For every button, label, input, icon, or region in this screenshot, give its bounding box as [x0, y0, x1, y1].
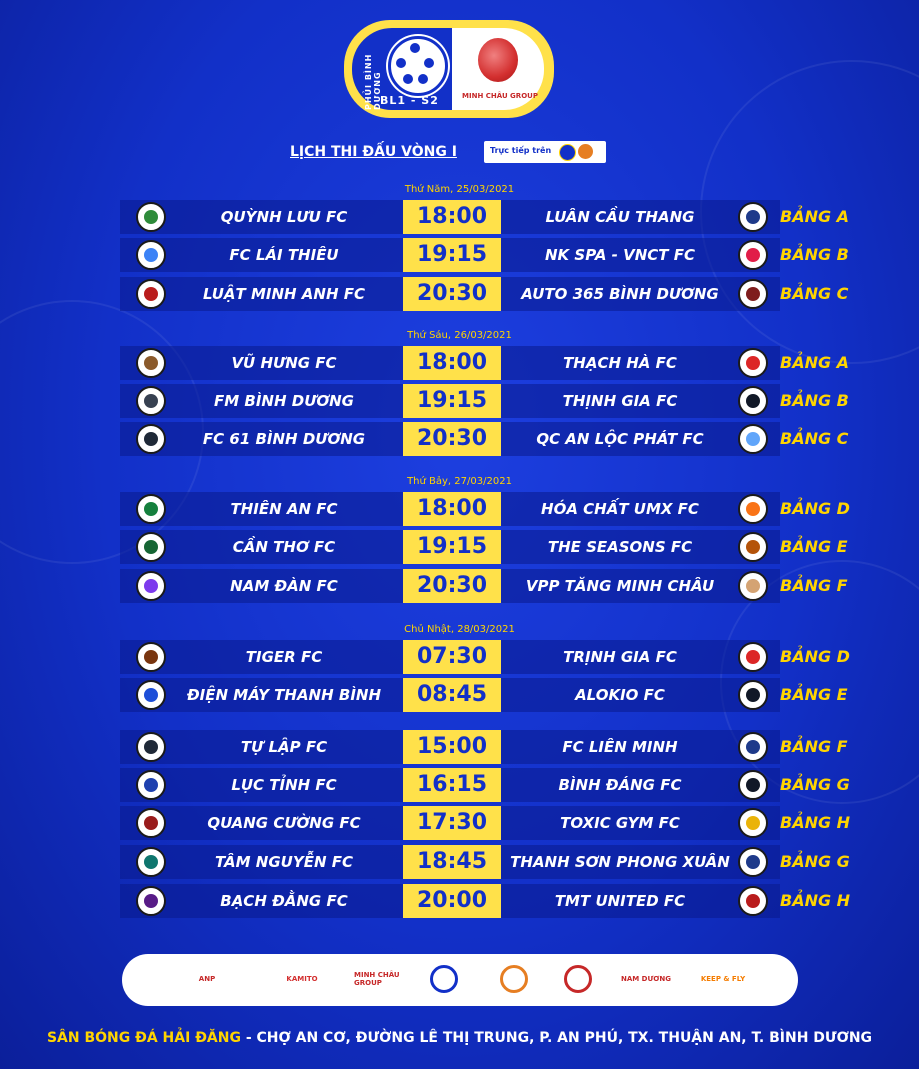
match-row	[120, 492, 850, 526]
sponsor-emblem-icon	[430, 965, 458, 993]
home-team-name: ĐIỆN MÁY THANH BÌNH	[186, 686, 382, 704]
kickoff-time: 07:30	[403, 640, 501, 674]
sponsor-logo-label: KAMITO	[286, 975, 318, 983]
live-badge	[484, 141, 606, 163]
away-team-name: TRỊNH GIA FC	[563, 648, 677, 666]
match-row	[120, 730, 848, 764]
home-team-name: BẠCH ĐẰNG FC	[220, 892, 348, 910]
group-label: BẢNG F	[780, 576, 848, 595]
sponsor-emblem-icon	[564, 965, 592, 993]
group-label: BẢNG E	[780, 685, 848, 704]
kickoff-time: 19:15	[403, 384, 501, 418]
match-row	[120, 384, 849, 418]
sponsor-logo-icon	[688, 962, 758, 996]
group-label: BẢNG B	[780, 391, 849, 410]
venue-name: SÂN BÓNG ĐÁ HẢI ĐĂNG	[46, 1030, 241, 1046]
home-team-name: TIGER FC	[245, 648, 323, 666]
sponsor-logo-label: ANP	[198, 975, 216, 983]
sponsor-bar	[122, 954, 798, 1006]
home-team-logo-icon	[136, 386, 166, 416]
away-team-logo-icon	[738, 494, 768, 524]
kickoff-time: 17:30	[403, 806, 501, 840]
group-label: BẢNG C	[780, 429, 849, 448]
away-team-logo-icon	[738, 770, 768, 800]
away-team-name: BÌNH ĐÁNG FC	[558, 776, 682, 794]
sponsor-emblem-icon	[500, 965, 528, 993]
group-label: BẢNG F	[780, 737, 848, 756]
home-team-logo-icon	[136, 770, 166, 800]
away-team-logo-icon	[738, 642, 768, 672]
match-row	[120, 569, 848, 603]
group-label: BẢNG A	[780, 207, 850, 226]
header-logos	[344, 20, 554, 118]
sponsor-logo-label: MINH CHÂU GROUP	[354, 971, 400, 987]
home-team-logo-icon	[136, 808, 166, 838]
home-team-name: CẦN THƠ FC	[232, 538, 336, 556]
footer	[0, 1030, 919, 1046]
home-team-name: VŨ HƯNG FC	[231, 354, 337, 372]
home-team-logo-icon	[136, 202, 166, 232]
sponsor-logo-icon	[558, 962, 598, 996]
away-team-name: THANH SƠN PHONG XUÂN	[510, 853, 730, 871]
home-team-name: FC 61 BÌNH DƯƠNG	[202, 430, 366, 448]
home-team-logo-icon	[136, 348, 166, 378]
away-team-name: NK SPA - VNCT FC	[545, 246, 695, 264]
sponsor-logo-label: NAM DƯƠNG	[620, 975, 672, 983]
kickoff-time: 18:45	[403, 845, 501, 879]
soccer-ball-icon	[388, 36, 448, 96]
match-row	[120, 530, 848, 564]
sponsor-logo-icon	[424, 962, 464, 996]
group-label: BẢNG H	[780, 813, 851, 832]
kickoff-time: 18:00	[403, 200, 501, 234]
league-logo	[344, 20, 452, 118]
home-team-logo-icon	[136, 642, 166, 672]
minh-chau-icon	[478, 38, 518, 82]
sponsor-logo	[452, 20, 554, 118]
kickoff-time: 20:00	[403, 884, 501, 918]
match-row	[120, 200, 850, 234]
group-label: BẢNG C	[780, 284, 849, 303]
away-team-logo-icon	[738, 348, 768, 378]
away-team-logo-icon	[738, 202, 768, 232]
away-team-logo-icon	[738, 279, 768, 309]
away-team-name: THE SEASONS FC	[547, 538, 693, 556]
league-logo-vertical-text: PHỦI BÌNH DƯƠNG	[364, 53, 382, 110]
away-team-logo-icon	[738, 571, 768, 601]
home-team-name: FM BÌNH DƯƠNG	[214, 392, 354, 410]
match-row	[120, 238, 849, 272]
home-team-logo-icon	[136, 494, 166, 524]
kickoff-time: 20:30	[403, 569, 501, 603]
home-team-logo-icon	[136, 532, 166, 562]
home-team-name: QUANG CƯỜNG FC	[207, 814, 361, 832]
match-row	[120, 768, 850, 802]
sponsor-logo-icon	[616, 962, 676, 996]
channel-icon	[578, 144, 593, 159]
kickoff-time: 19:15	[403, 530, 501, 564]
away-team-name: HÓA CHẤT UMX FC	[541, 500, 699, 518]
group-label: BẢNG H	[780, 891, 851, 910]
sponsor-logo-icon	[172, 962, 242, 996]
away-team-name: AUTO 365 BÌNH DƯƠNG	[521, 285, 719, 303]
away-team-name: FC LIÊN MINH	[562, 738, 678, 756]
home-team-logo-icon	[136, 424, 166, 454]
group-label: BẢNG D	[780, 499, 850, 518]
home-team-name: FC LÁI THIÊU	[229, 246, 339, 264]
match-row	[120, 422, 849, 456]
home-team-name: TỰ LẬP FC	[240, 738, 328, 756]
away-team-name: LUÂN CẦU THANG	[545, 208, 695, 226]
kickoff-time: 08:45	[403, 678, 501, 712]
home-team-logo-icon	[136, 240, 166, 270]
sponsor-logo-icon	[354, 962, 414, 996]
match-row	[120, 806, 851, 840]
away-team-logo-icon	[738, 886, 768, 916]
away-team-logo-icon	[738, 732, 768, 762]
home-team-logo-icon	[136, 279, 166, 309]
group-label: BẢNG A	[780, 353, 850, 372]
away-team-logo-icon	[738, 386, 768, 416]
live-label: Trực tiếp trên	[490, 146, 552, 155]
day-label: Thứ Sáu, 26/03/2021	[407, 330, 512, 341]
kickoff-time: 18:00	[403, 346, 501, 380]
home-team-logo-icon	[136, 571, 166, 601]
group-label: BẢNG G	[780, 852, 850, 871]
sponsor-logo-icon	[494, 962, 534, 996]
home-team-name: NAM ĐÀN FC	[230, 577, 338, 595]
away-team-logo-icon	[738, 424, 768, 454]
home-team-name: TÂM NGUYỄN FC	[214, 853, 353, 871]
match-row	[120, 346, 850, 380]
group-label: BẢNG G	[780, 775, 850, 794]
away-team-name: TMT UNITED FC	[554, 892, 686, 910]
group-label: BẢNG B	[780, 245, 849, 264]
away-team-name: VPP TĂNG MINH CHÂU	[525, 577, 715, 595]
sponsor-logo-label: KEEP & FLY	[700, 975, 746, 983]
sponsor-logo-text: MINH CHÂU GROUP	[462, 92, 538, 100]
away-team-name: THẠCH HÀ FC	[563, 354, 677, 372]
home-team-logo-icon	[136, 732, 166, 762]
kickoff-time: 18:00	[403, 492, 501, 526]
group-label: BẢNG E	[780, 537, 848, 556]
home-team-name: LỤC TỈNH FC	[231, 776, 337, 794]
day-label: Thứ Bảy, 27/03/2021	[407, 476, 512, 487]
match-row	[120, 845, 850, 879]
match-row	[120, 884, 851, 918]
away-team-name: ALOKIO FC	[575, 686, 665, 704]
page-title: LỊCH THI ĐẤU VÒNG I	[290, 144, 457, 160]
day-label: Chủ Nhật, 28/03/2021	[404, 624, 515, 635]
away-team-logo-icon	[738, 847, 768, 877]
home-team-logo-icon	[136, 886, 166, 916]
league-icon	[559, 144, 576, 161]
kickoff-time: 20:30	[403, 422, 501, 456]
away-team-logo-icon	[738, 808, 768, 838]
home-team-logo-icon	[136, 680, 166, 710]
kickoff-time: 19:15	[403, 238, 501, 272]
home-team-name: QUỲNH LƯU FC	[220, 208, 348, 226]
away-team-logo-icon	[738, 532, 768, 562]
day-label: Thứ Năm, 25/03/2021	[404, 184, 515, 195]
kickoff-time: 20:30	[403, 277, 501, 311]
home-team-name: LUẬT MINH ANH FC	[202, 285, 365, 303]
away-team-name: QC AN LỘC PHÁT FC	[536, 430, 704, 448]
venue-address: - CHỢ AN CƠ, ĐƯỜNG LÊ THỊ TRUNG, P. AN PHÚ, TX. THUẬN AN, T. BÌNH DƯƠNG	[240, 1030, 873, 1046]
away-team-name: THỊNH GIA FC	[562, 392, 678, 410]
home-team-name: THIÊN AN FC	[230, 500, 338, 518]
match-row	[120, 640, 850, 674]
league-logo-text: BL1 - S2	[380, 94, 439, 107]
sponsor-logo-icon	[277, 962, 327, 996]
kickoff-time: 16:15	[403, 768, 501, 802]
kickoff-time: 15:00	[403, 730, 501, 764]
away-team-name: TOXIC GYM FC	[560, 814, 680, 832]
away-team-logo-icon	[738, 240, 768, 270]
match-row	[120, 678, 848, 712]
home-team-logo-icon	[136, 847, 166, 877]
group-label: BẢNG D	[780, 647, 850, 666]
match-row	[120, 277, 849, 311]
away-team-logo-icon	[738, 680, 768, 710]
